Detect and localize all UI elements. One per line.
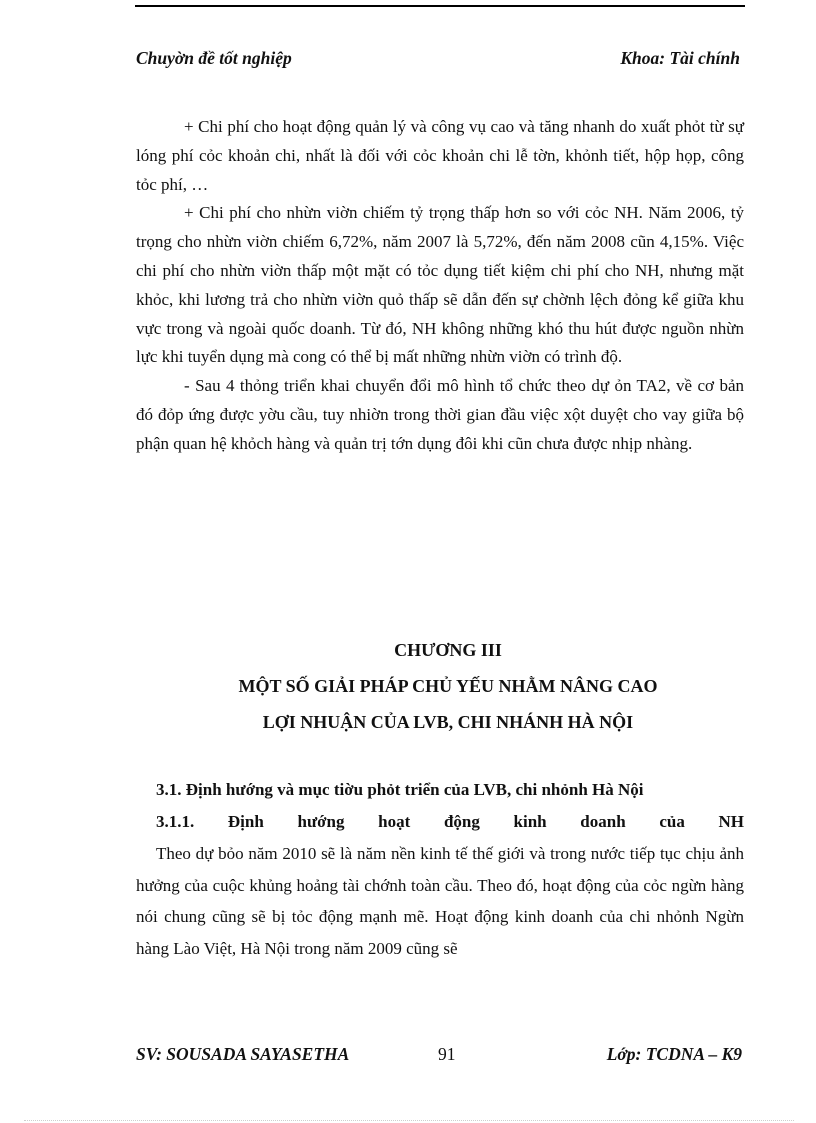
page-bottom-border	[24, 1120, 794, 1121]
subsection-word: hoạt	[378, 812, 411, 831]
header-faculty: Khoa: Tài chính	[620, 48, 740, 68]
subsection-word: kinh	[513, 812, 547, 831]
body-text	[136, 113, 744, 459]
subsection-heading	[156, 806, 744, 838]
page-footer	[136, 1044, 742, 1068]
subsection-word: động	[443, 812, 480, 831]
body-paragraph: + Chi phí cho hoạt động quản lý và công vụ cao và tăng nhanh do xuất phỏt từ sự lóng phí cỏc khoản chi, nhất là đối với cỏc khoản chi lễ tờn, khỏnh tiết, hộp họp, công tỏc phí, …	[136, 117, 744, 194]
subsection-word: Định	[227, 812, 264, 831]
subsection-word: doanh	[580, 812, 626, 831]
section-heading: 3.1. Định hướng và mục tiờu phỏt triển của LVB, chi nhỏnh Hà Nội	[156, 780, 644, 799]
subsection-word: hướng	[297, 812, 345, 831]
chapter-heading	[136, 632, 760, 740]
subsection-word: của	[659, 812, 685, 831]
forecast-text	[136, 838, 744, 964]
footer-class: Lớp: TCDNA – K9	[606, 1044, 742, 1064]
header-thesis-title: Chuyờn đề tốt nghiệp	[136, 48, 292, 68]
subsection-word: NH	[718, 812, 744, 831]
chapter-title-line-1: MỘT SỐ GIẢI PHÁP CHỦ YẾU NHẰM NÂNG CAO	[238, 676, 658, 696]
body-paragraph: Theo dự bỏo năm 2010 sẽ là năm nền kinh tế thế giới và trong nước tiếp tục chịu ảnh hưởng của cuộc khủng hoảng tài chớnh toàn cầu. Theo đó, hoạt động của cỏc ngừn hàng nói chung cũng sẽ bị tỏc động mạnh mẽ. Hoạt động kinh doanh của chi nhỏnh Ngừn hàng Lào Việt, Hà Nội trong năm 2009 cũng sẽ	[136, 844, 744, 958]
chapter-title-line-2: LỢI NHUẬN CỦA LVB, CHI NHÁNH HÀ NỘI	[262, 712, 634, 732]
body-paragraph: + Chi phí cho nhừn viờn chiếm tỷ trọng thấp hơn so với cỏc NH. Năm 2006, tỷ trọng cho nhừn viờn chiếm 6,72%, năm 2007 là 5,72%, đến năm 2008 cũn 4,15%. Việc chi phí cho nhừn viờn thấp một mặt có tỏc dụng tiết kiệm chi phí cho NH, nhưng mặt khỏc, khi lương trả cho nhừn viờn quỏ thấp sẽ dẫn đến sự chờnh lệch đỏng kể giữa khu vực trong và ngoài quốc doanh. Từ đó, NH không những khó thu hút được nguồn nhừn lực khi tuyển dụng mà cong có thể bị mất những nhừn viờn có trình độ.	[136, 203, 744, 367]
footer-student: SV: SOUSADA SAYASETHA	[136, 1044, 350, 1064]
body-paragraph: - Sau 4 thỏng triển khai chuyển đổi mô hình tổ chức theo dự ỏn TA2, về cơ bản đó đỏp ứng được yờu cầu, tuy nhiờn trong thời gian đầu việc xột duyệt cho vay giữa bộ phận quan hệ khỏch hàng và quản trị tớn dụng đôi khi cũn chưa được nhịp nhàng.	[136, 376, 744, 453]
page-number: 91	[438, 1044, 456, 1064]
header-rule	[135, 5, 745, 7]
page-header	[136, 48, 740, 72]
section-block	[156, 774, 744, 838]
subsection-word: 3.1.1.	[156, 812, 195, 831]
chapter-number: CHƯƠNG III	[394, 640, 502, 660]
